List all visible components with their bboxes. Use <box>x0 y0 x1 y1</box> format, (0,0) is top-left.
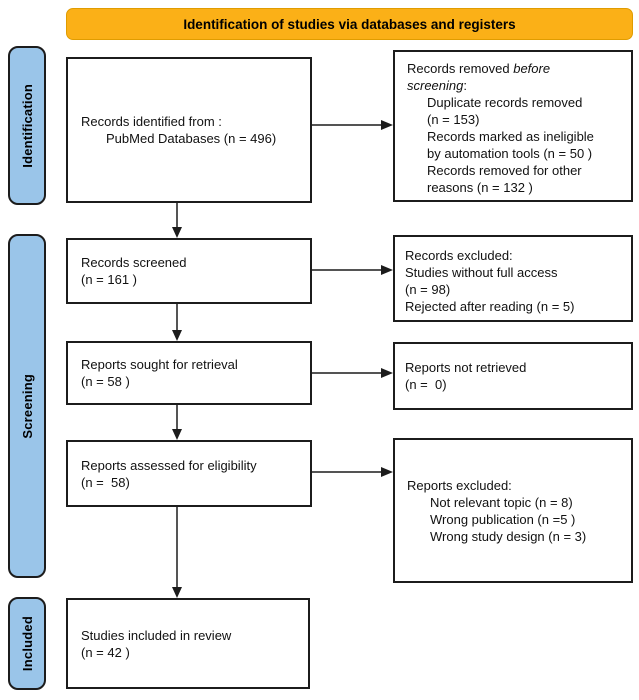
arrow-identified-to-removed <box>312 120 393 130</box>
reports-assessed-line1: Reports assessed for eligibility <box>81 457 257 473</box>
records-removed-heading-italic: before <box>513 61 551 76</box>
arrow-assessed-to-included <box>172 507 182 598</box>
records-removed-heading-normal: Records removed <box>407 61 514 76</box>
records-removed-item: Records removed for other <box>427 163 582 178</box>
banner-label: Identification of studies via databases and registers <box>183 16 516 32</box>
reports-sought-line1: Reports sought for retrieval <box>81 357 238 372</box>
arrow-assessed-to-reports-excluded <box>312 467 393 477</box>
arrow-screened-to-excluded <box>312 265 393 275</box>
records-removed-heading-line1 <box>407 60 625 77</box>
arrow-screened-to-sought <box>172 304 182 341</box>
records-excluded-line: Rejected after reading (n = 5) <box>405 299 575 314</box>
reports-excluded-item: Wrong study design (n = 3) <box>430 528 587 544</box>
reports-excluded-item: Not relevant topic (n = 8) <box>430 494 573 510</box>
records-removed-heading-italic2: screening <box>407 78 464 93</box>
stage-screening <box>8 234 46 578</box>
records-removed-item: Duplicate records removed <box>427 95 583 110</box>
reports-not-retrieved-line2: (n = 0) <box>405 377 447 392</box>
records-removed-heading-line2 <box>407 77 625 94</box>
box-records-excluded <box>393 235 633 322</box>
box-studies-included <box>66 598 310 689</box>
stage-included-label: Included <box>19 615 35 672</box>
banner-identification-of-studies <box>66 8 633 40</box>
records-removed-item: by automation tools (n = 50 ) <box>427 146 593 161</box>
records-screened-line2: (n = 161 ) <box>81 272 138 287</box>
records-identified-line1: Records identified from : <box>81 114 222 129</box>
studies-included-line2: (n = 42 ) <box>81 644 130 660</box>
records-excluded-line: (n = 98) <box>405 282 451 297</box>
records-removed-item: reasons (n = 132 ) <box>427 180 533 195</box>
reports-sought-line2: (n = 58 ) <box>81 374 130 389</box>
stage-included <box>8 597 46 690</box>
reports-assessed-line2: (n = 58) <box>81 474 130 490</box>
box-reports-assessed <box>66 440 312 507</box>
records-removed-item: (n = 153) <box>427 112 480 127</box>
records-identified-line2: PubMed Databases (n = 496) <box>106 131 277 146</box>
stage-identification <box>8 46 46 205</box>
studies-included-line1: Studies included in review <box>81 627 232 643</box>
reports-excluded-heading: Reports excluded: <box>407 477 512 493</box>
records-screened-line1: Records screened <box>81 255 187 270</box>
records-removed-item: Records marked as ineligible <box>427 129 594 144</box>
stage-screening-label: Screening <box>19 373 35 439</box>
box-records-removed <box>393 50 633 202</box>
box-reports-not-retrieved <box>393 342 633 410</box>
stage-identification-label: Identification <box>19 83 35 168</box>
box-reports-excluded <box>393 438 633 583</box>
records-removed-heading-colon: : <box>463 78 467 93</box>
box-records-screened <box>66 238 312 304</box>
reports-not-retrieved-line1: Reports not retrieved <box>405 360 527 375</box>
arrow-sought-to-assessed <box>172 405 182 440</box>
records-excluded-line: Studies without full access <box>405 265 558 280</box>
box-reports-sought <box>66 341 312 405</box>
arrow-identified-to-screened <box>172 203 182 238</box>
arrow-sought-to-not-retrieved <box>312 368 393 378</box>
box-records-identified <box>66 57 312 203</box>
reports-excluded-item: Wrong publication (n =5 ) <box>430 511 576 527</box>
records-excluded-line: Records excluded: <box>405 248 513 263</box>
